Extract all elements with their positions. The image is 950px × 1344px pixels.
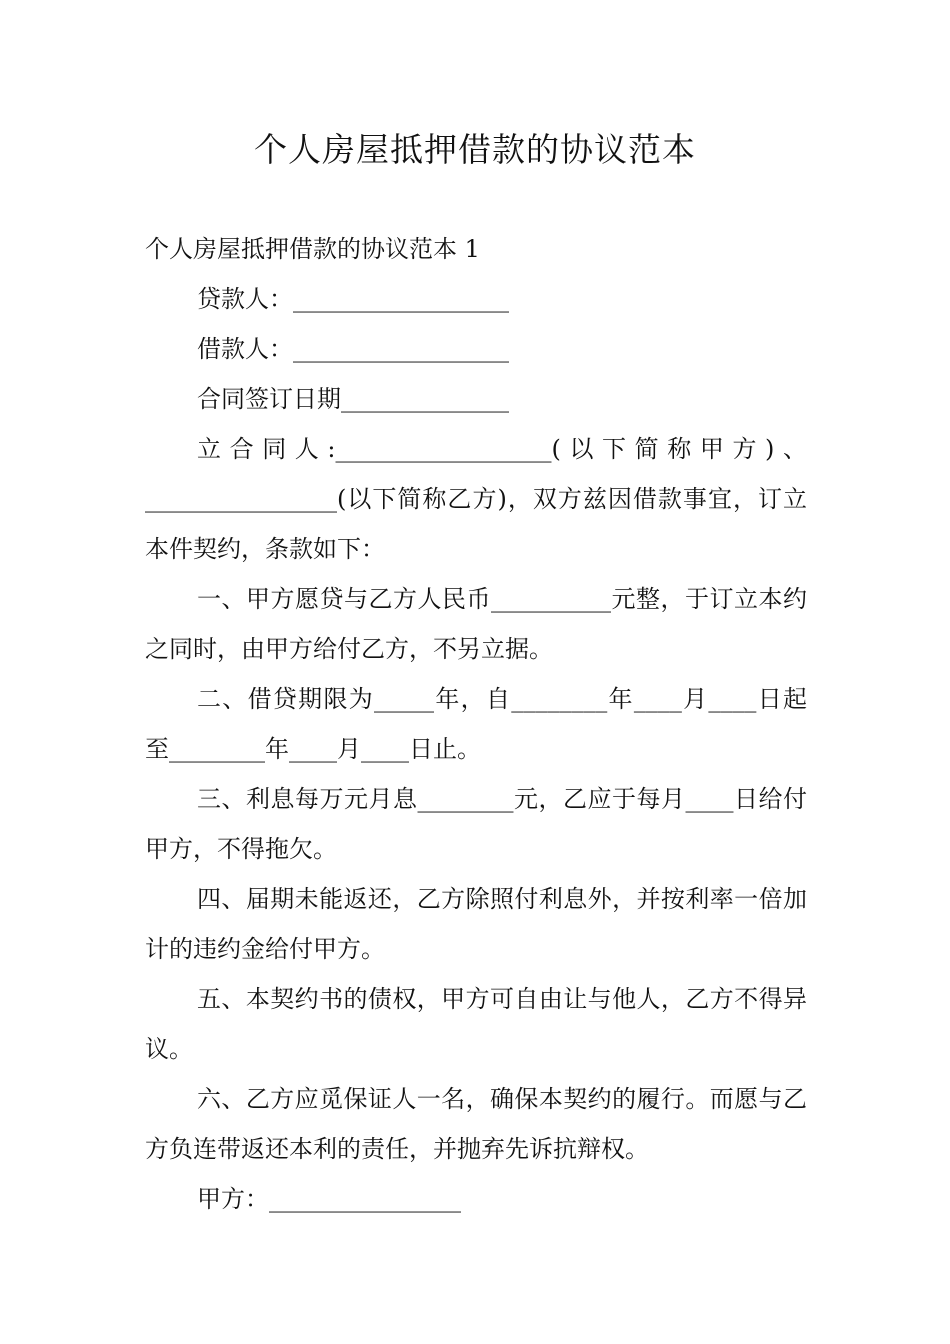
- lender-line: 贷款人：__________________: [197, 285, 509, 313]
- clause-4: 四、届期未能返还，乙方除照付利息外，并按利率一倍加计的违约金给付甲方。: [145, 885, 807, 963]
- party-a-signature-line: 甲方：________________: [197, 1185, 461, 1213]
- parties-paragraph: 立合同人:__________________(以下简称甲方)、________________(以下简称乙方)，双方兹因借款事宜，订立本件契约，条款如下：: [145, 435, 807, 563]
- clause-2: 二、借贷期限为_____年，自________年____月____日起至________年____月____日止。: [145, 685, 807, 763]
- section-heading: 个人房屋抵押借款的协议范本 1: [145, 235, 480, 263]
- clause-1: 一、甲方愿贷与乙方人民币__________元整，于订立本约之同时，由甲方给付乙方，不另立据。: [145, 585, 807, 663]
- document-body: [145, 224, 807, 1224]
- clause-5: 五、本契约书的债权，甲方可自由让与他人，乙方不得异议。: [145, 985, 807, 1063]
- clause-3: 三、利息每万元月息________元，乙应于每月____日给付甲方，不得拖欠。: [145, 785, 807, 863]
- signing-date-line: 合同签订日期______________: [197, 385, 509, 413]
- borrower-line: 借款人：__________________: [197, 335, 509, 363]
- clause-6: 六、乙方应觅保证人一名，确保本契约的履行。而愿与乙方负连带返还本利的责任，并抛弃先诉抗辩权。: [145, 1085, 807, 1163]
- document-title: 个人房屋抵押借款的协议范本: [254, 130, 696, 169]
